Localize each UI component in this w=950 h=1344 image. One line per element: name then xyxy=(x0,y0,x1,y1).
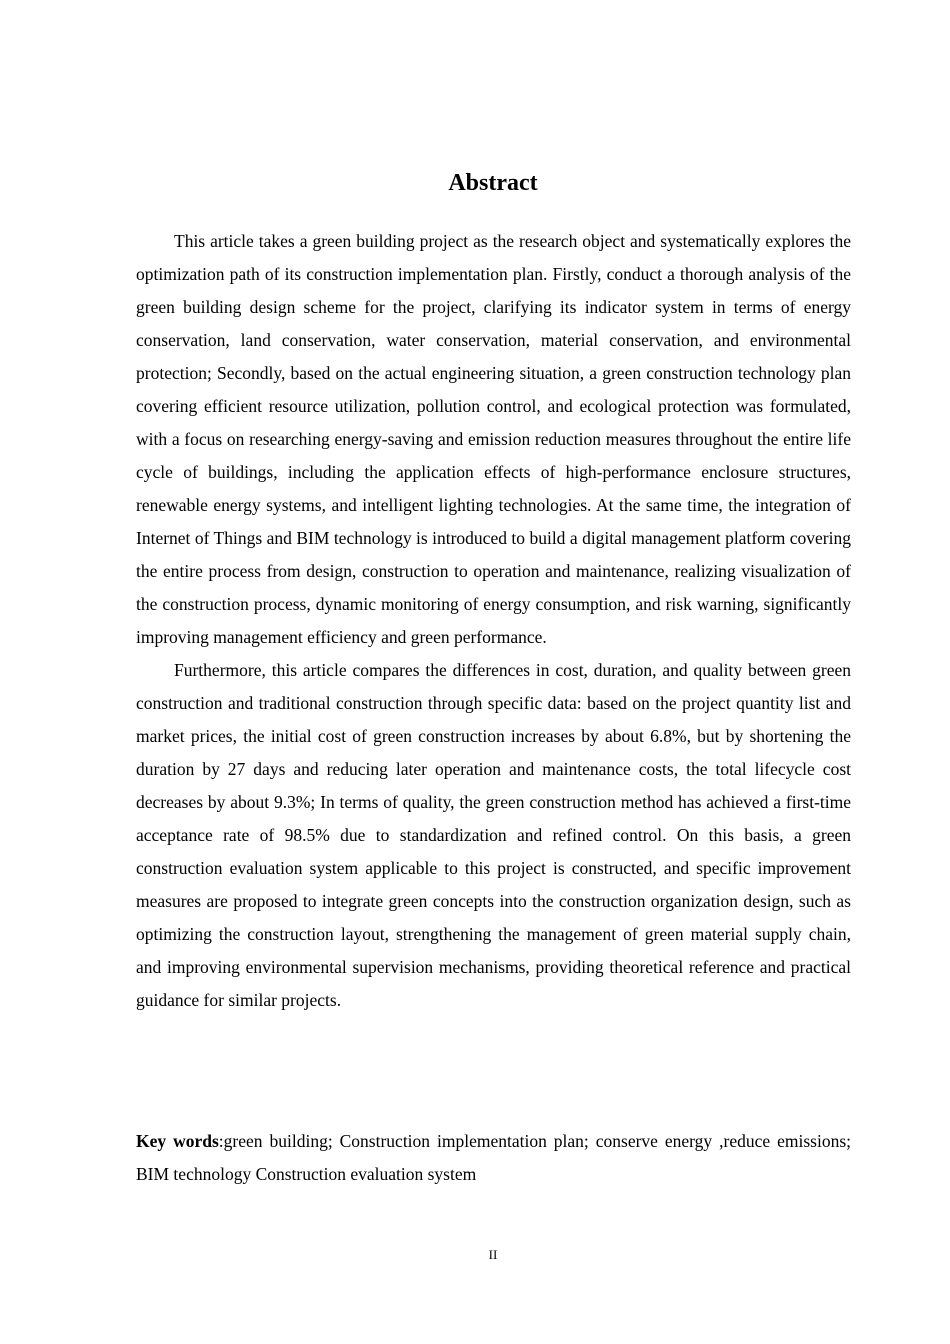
keywords-label: Key words xyxy=(136,1131,219,1151)
keywords-text: :green building; Construction implementation plan; conserve energy ,reduce emissions; BIM technology Construction evaluation system xyxy=(136,1131,852,1184)
abstract-body xyxy=(136,225,851,1017)
keywords-line xyxy=(136,1125,851,1191)
page-number: II xyxy=(488,1247,498,1262)
abstract-paragraph-2: Furthermore, this article compares the differences in cost, duration, and quality between green construction and traditional construction through specific data: based on the project quantity list and market prices, the initial cost of green construction increases by about 6.8%, but by shortening the duration by 27 days and reducing later operation and maintenance costs, the total lifecycle cost decreases by about 9.3%; In terms of quality, the green construction method has achieved a first-time acceptance rate of 98.5% due to standardization and refined control. On this basis, a green construction evaluation system applicable to this project is constructed, and specific improvement measures are proposed to integrate green concepts into the construction organization design, such as optimizing the construction layout, strengthening the management of green material supply chain, and improving environmental supervision mechanisms, providing theoretical reference and practical guidance for similar projects. xyxy=(136,660,851,1010)
abstract-title: Abstract xyxy=(448,170,538,196)
abstract-paragraph-1: This article takes a green building project as the research object and systematically explores the optimization path of its construction implementation plan. Firstly, conduct a thorough analysis of the green building design scheme for the project, clarifying its indicator system in terms of energy conservation, land conservation, water conservation, material conservation, and environmental protection; Secondly, based on the actual engineering situation, a green construction technology plan covering efficient resource utilization, pollution control, and ecological protection was formulated, with a focus on researching energy-saving and emission reduction measures throughout the entire life cycle of buildings, including the application effects of high-performance enclosure structures, renewable energy systems, and intelligent lighting technologies. At the same time, the integration of Internet of Things and BIM technology is introduced to build a digital management platform covering the entire process from design, construction to operation and maintenance, realizing visualization of the construction process, dynamic monitoring of energy consumption, and risk warning, significantly improving management efficiency and green performance. xyxy=(136,231,851,647)
